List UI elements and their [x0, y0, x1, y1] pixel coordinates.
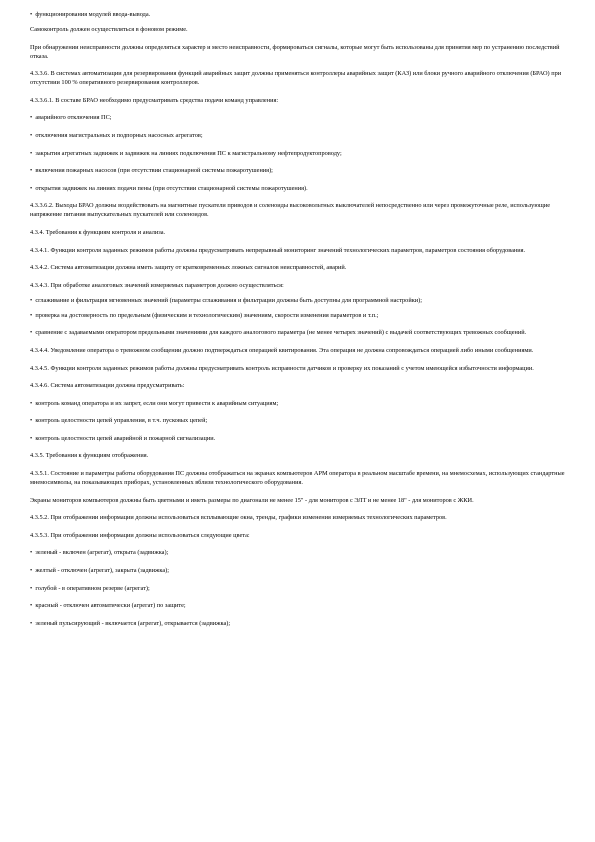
- list-item: • функционирования модулей ввода-вывода.: [30, 10, 567, 19]
- document-body: [30, 10, 567, 628]
- paragraph: 4.3.3.6. В системах автоматизации для резервирования функций аварийных защит должны применяться контроллеры аварийных защит (КАЗ) или блоки ручного аварийного отключения (БРАО) при отсутствии 100 % оперативного резервирования контроллеров.: [30, 70, 562, 87]
- paragraph: 4.3.4.1. Функции контроля заданных режимов работы должны предусматривать непрерывный мониторинг значений технологических параметров, параметров состояния оборудования.: [30, 246, 526, 254]
- paragraph: 4.3.5.3. При отображении информации должны использоваться следующие цвета:: [30, 531, 250, 539]
- list-item: • контроль команд оператора и их запрет, если они могут привести к аварийным ситуациям;: [30, 399, 567, 408]
- list-item: • контроль целостности цепей управления, в т.ч. пусковых цепей;: [30, 416, 567, 425]
- paragraph: Экраны мониторов компьютеров должны быть цветными и иметь размеры по диагонали не менее 15" - для мониторов с ЭЛТ и не менее 18" - для мониторов с ЖКИ.: [30, 496, 474, 504]
- paragraph: 4.3.3.6.2. Выходы БРАО должны воздействовать на магнитные пускатели приводов и соленоиды высоковольтных выключателей непосредственно или через промежуточные реле, использующие напряжение питания выпускательных пускателей или соленоидов.: [30, 202, 551, 219]
- paragraph: 4.3.4.2. Система автоматизации должна иметь защиту от кратковременных ложных сигналов неисправностей, аварий.: [30, 264, 347, 272]
- paragraph: 4.3.4. Требования к функциям контроля и анализа.: [30, 228, 166, 236]
- paragraph: 4.3.4.4. Уведомление оператора о тревожном сообщении должно подтверждаться операцией квитирования. Эта операция не должна сопровождаться операцией либо иными сообщениями.: [30, 346, 534, 354]
- list-item: • аварийного отключения ПС;: [30, 113, 567, 122]
- paragraph: 4.3.5.2. При отображении информации должны использоваться всплывающие окна, тренды, графики изменения измеряемых технологических параметров.: [30, 514, 447, 522]
- list-item: • голубой - в оперативном резерве (агрегат);: [30, 584, 567, 593]
- paragraph: 4.3.5. Требования к функциям отображения.: [30, 452, 149, 460]
- paragraph: 4.3.4.3. При обработке аналоговых значений измеряемых параметров должно осуществляться:: [30, 281, 284, 289]
- list-item: • зеленый - включен (агрегат), открыта (задвижка);: [30, 548, 567, 557]
- paragraph: Самоконтроль должен осуществляться в фоновом режиме.: [30, 26, 188, 33]
- paragraph: 4.3.4.5. Функции контроля заданных режимов работы должны предусматривать контроль исправности датчиков и проверку их показаний с учетом имеющейся избыточности информации.: [30, 364, 534, 372]
- list-item: • красный - отключен автоматически (агрегат) по защите;: [30, 601, 567, 610]
- list-item: • контроль целостности цепей аварийной и пожарной сигнализации.: [30, 434, 567, 443]
- paragraph: 4.3.3.6.1. В составе БРАО необходимо предусматривать средства подачи команд управления:: [30, 96, 279, 104]
- list-item: • сравнение с задаваемыми оператором предельными значениями для каждого аналогового параметра (не менее четырех значений) с выдачей соответствующих тревожных сообщений.: [30, 328, 567, 337]
- list-item: • открытия задвижек на линиях подачи пены (при отсутствии стационарной системы пожаротушения).: [30, 184, 567, 193]
- list-item: • включения пожарных насосов (при отсутствии стационарной системы пожаротушения);: [30, 166, 567, 175]
- list-item: • закрытия агрегатных задвижек и задвижек на линиях подключения ПС к магистральному нефтепродуктопроводу;: [30, 149, 567, 158]
- list-item: • проверка на достоверность по предельным (физическим и технологическим) значениям, скорости изменения параметров и т.п.;: [30, 311, 567, 320]
- list-item: • сглаживание и фильтрация мгновенных значений (параметры сглаживания и фильтрации должны быть доступны для программной настройки);: [30, 296, 567, 305]
- paragraph: При обнаружении неисправности должны определяться характер и место неисправности, формироваться сигналы, которые могут быть использованы для принятия мер по устранению последствий отказа.: [30, 43, 560, 60]
- list-item: • зеленый пульсирующий - включается (агрегат), открывается (задвижка);: [30, 619, 567, 628]
- paragraph: 4.3.5.1. Состояние и параметры работы оборудования ПС должны отображаться на экранах компьютеров АРМ оператора в реальном масштабе времени, на мнемосхемах, использующих стандартные мнемосимволы, на показывающих приборах, установленных вблизи технологического оборудования.: [30, 470, 565, 487]
- list-item: • желтый - отключен (агрегат), закрыта (задвижка);: [30, 566, 567, 575]
- paragraph: 4.3.4.6. Система автоматизации должна предусматривать:: [30, 382, 185, 390]
- list-item: • отключения магистральных и подпорных насосных агрегатов;: [30, 131, 567, 140]
